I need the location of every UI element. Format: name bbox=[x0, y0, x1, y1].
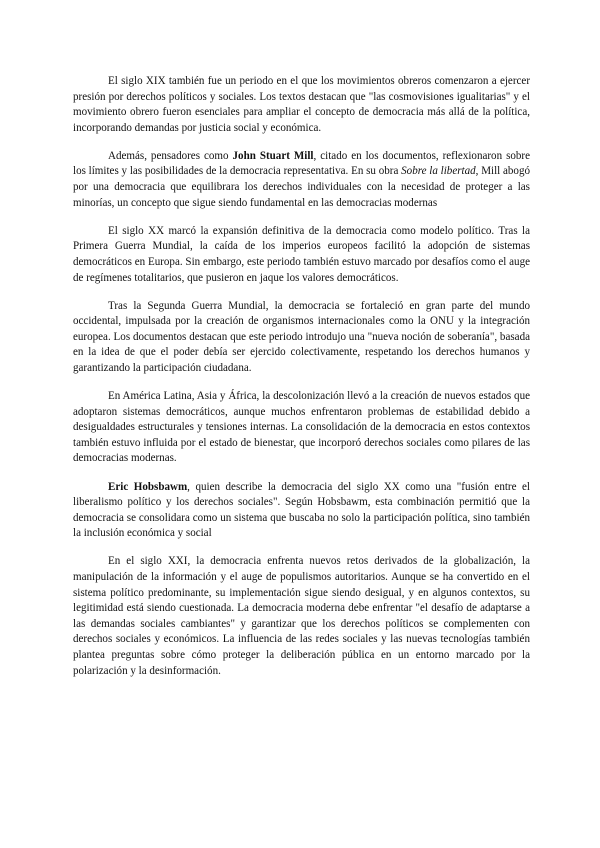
paragraph-text: Tras la Segunda Guerra Mundial, la democracia se fortaleció en gran parte del mundo occidental, impulsada por la creación de organismos internacionales como la ONU y la integración europea. Los documentos destacan que este periodo introdujo una "nueva noción de soberanía", basada en la idea de que el poder debía ser ejercido colectivamente, respetando los derechos humanos y garantizando la participación ciudadana. bbox=[73, 299, 530, 374]
paragraph-text: El siglo XX marcó la expansión definitiva de la democracia como modelo político. Tras la Primera Guerra Mundial, la caída de los imperios europeos facilitó la adopción de sistemas democráticos en Europa. Sin embargo, este periodo también estuvo marcado por desafíos como el auge de regímenes totalitarios, que pusieron en jaque los valores democráticos. bbox=[73, 224, 530, 284]
paragraph-text: En América Latina, Asia y África, la descolonización llevó a la creación de nuevos estados que adoptaron sistemas democráticos, aunque muchos enfrentaron problemas de estabilidad debido a desigualdades estructurales y tensiones internas. La consolidación de la democracia en estos contextos también estuvo influida por el estado de bienestar, que incorporó derechos sociales como pilares de las democracias modernas. bbox=[73, 390, 530, 465]
paragraph bbox=[73, 299, 530, 377]
bold-name: John Stuart Mill bbox=[232, 149, 314, 162]
bold-name: Eric Hobsbawm bbox=[108, 480, 188, 493]
paragraph bbox=[73, 480, 530, 542]
paragraph-text: , quien describe la democracia del siglo XX como una "fusión entre el liberalismo político y los derechos sociales". Según Hobsbawm, esta combinación permitió que la democracia se consolidara como un sistema que buscaba no solo la participación política, sino también la inclusión económica y social bbox=[73, 480, 530, 540]
paragraph-text: El siglo XIX también fue un periodo en el que los movimientos obreros comenzaron a ejercer presión por derechos políticos y sociales. Los textos destacan que "las cosmovisiones igualitarias" y el movimiento obrero fueron esenciales para ampliar el concepto de democracia más allá de la política, incorporando demandas por justicia social y económica. bbox=[73, 75, 530, 134]
paragraph bbox=[73, 554, 530, 679]
paragraph bbox=[73, 149, 530, 211]
paragraph-text: En el siglo XXI, la democracia enfrenta nuevos retos derivados de la globalización, la manipulación de la información y el auge de populismos autoritarios. Aunque se ha convertido en el sistema político predominante, su implementación sigue siendo desigual, y en algunos contextos, su legitimidad está siendo cuestionada. La democracia moderna debe enfrentar "el desafío de adaptarse a las demandas sociales cambiantes" y garantizar que los derechos políticos se complementen con derechos sociales y económicos. La influencia de las redes sociales y las nuevas tecnologías también plantea preguntas sobre cómo proteger la deliberación pública en un entorno marcado por la polarización y la desinformación. bbox=[73, 555, 530, 677]
paragraph-text: Además, pensadores como bbox=[108, 149, 233, 162]
italic-title: Sobre la libertad bbox=[401, 165, 476, 178]
paragraph-text: , citado en los documentos, reflexionaron sobre los límites y las posibilidades de la democracia representativa. En su obra bbox=[73, 149, 531, 178]
paragraph-text: , Mill abogó por una democracia que equilibrara los derechos individuales con la necesidad de proteger a las minorías, un concepto que sigue siendo fundamental en las democracias modernas bbox=[73, 165, 531, 209]
paragraph bbox=[73, 224, 530, 286]
paragraph bbox=[73, 74, 530, 136]
paragraph bbox=[73, 389, 530, 467]
document-body bbox=[73, 74, 530, 679]
